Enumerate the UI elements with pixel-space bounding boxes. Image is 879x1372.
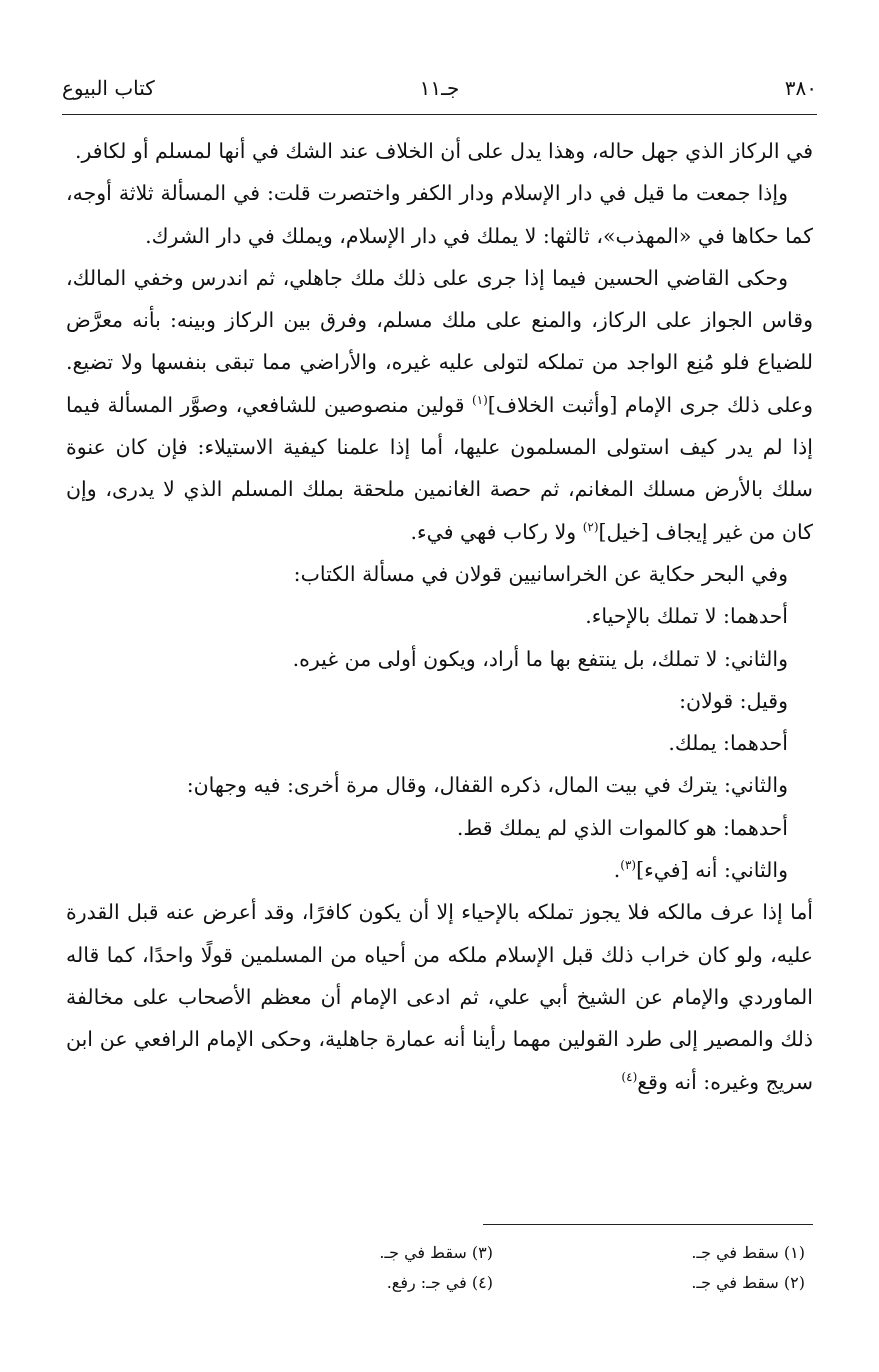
page-number: ٣٨٠ xyxy=(784,76,817,100)
paragraph-4: وفي البحر حكاية عن الخراسانيين قولان في مسألة الكتاب: xyxy=(293,561,788,586)
footnote-3: (٣) سقط في جـ. xyxy=(379,1243,493,1262)
footnote-ref-4: (٤) xyxy=(621,1069,638,1084)
paragraph-2: وإذا جمعت ما قيل في دار الإسلام ودار الكفر واختصرت قلت: في المسألة ثلاثة أوجه، كما حكاها في «المهذب»، ثالثها: لا يملك في دار الإسلام، ويملك في دار الشرك. xyxy=(66,181,813,248)
footnotes-column-right xyxy=(545,1238,805,1298)
paragraph-11-part-a: والثاني: أنه [فيء] xyxy=(636,858,788,883)
paragraph-7: وقيل: قولان: xyxy=(679,688,788,713)
main-text xyxy=(66,130,813,1103)
paragraph-12-text: أما إذا عرف مالكه فلا يجوز تملكه بالإحياء إلا أن يكون كافرًا، وقد أعرض عنه قبل القدرة عليه، ولو كان خراب ذلك قبل الإسلام ملكه من أحياه من المسلمين قولًا واحدًا، كما قاله الماوردي والإمام عن الشيخ أبي علي، ثم ادعى الإمام أن معظم الأصحاب على مخالفة ذلك والمصير إلى طرد القولين مهما رأينا أنه عمارة جاهلية، وحكى الإمام الرافعي عن ابن سريج وغيره: أنه وقع xyxy=(66,900,813,1094)
footnote-ref-1: (١) xyxy=(471,392,488,407)
footnote-ref-2: (٢) xyxy=(582,519,599,534)
paragraph-3-part-c: ولا ركاب فهي فيء. xyxy=(410,519,583,544)
paragraph-3 xyxy=(66,257,813,553)
footnote-2: (٢) سقط في جـ. xyxy=(691,1273,805,1292)
paragraph-9: والثاني: يترك في بيت المال، ذكره القفال، وقال مرة أخرى: فيه وجهان: xyxy=(186,773,788,798)
paragraph-1: في الركاز الذي جهل حاله، وهذا يدل على أن الخلاف عند الشك في أنها لمسلم أو لكافر. xyxy=(74,139,813,163)
paragraph-11-part-b: . xyxy=(613,858,621,883)
paragraph-6: والثاني: لا تملك، بل ينتفع بها ما أراد، ويكون أولى من غيره. xyxy=(292,646,788,671)
footnote-4: (٤) في جـ: رفع. xyxy=(386,1273,493,1292)
paragraph-11 xyxy=(66,849,813,891)
paragraph-5: أحدهما: لا تملك بالإحياء. xyxy=(585,604,788,629)
paragraph-8: أحدهما: يملك. xyxy=(668,731,788,756)
footnote-rule xyxy=(483,1224,813,1225)
paragraph-10: أحدهما: هو كالموات الذي لم يملك قط. xyxy=(456,815,788,840)
paragraph-3-part-b: قولين منصوصين للشافعي، وصوَّر المسألة فيما إذا لم يدر كيف استولى المسلمون عليها، أما إذا علمنا كيفية الاستيلاء: فإن كان عنوة سلك بالأرض مسلك المغانم، ثم حصة الغانمين ملحقة بملك المسلم الذي لا يدرى، وإن كان من غير إيجاف [خيل] xyxy=(66,392,813,544)
header-rule xyxy=(62,114,817,115)
footnotes-column-left xyxy=(233,1238,493,1298)
book-title: كتاب البيوع xyxy=(62,76,155,100)
footnote-1: (١) سقط في جـ. xyxy=(691,1243,805,1262)
paragraph-12 xyxy=(66,891,813,1102)
volume-label: جـ١١ xyxy=(419,76,460,100)
running-header xyxy=(62,70,817,106)
footnote-ref-3: (٣) xyxy=(620,858,637,873)
paragraph-3-part-a: وحكى القاضي الحسين فيما إذا جرى على ذلك ملك جاهلي، ثم اندرس وخفي المالك، وقاس الجواز على الركاز، والمنع على ملك مسلم، وفرق بين الركاز وبينه: بأنه معرَّض للضياع فلو مُنِع الواجد من تملكه لتولى عليه غيره، والأراضي مما تبقى بنفسها ولا تضيع. وعلى ذلك جرى الإمام [وأثبت الخلاف] xyxy=(66,265,813,417)
